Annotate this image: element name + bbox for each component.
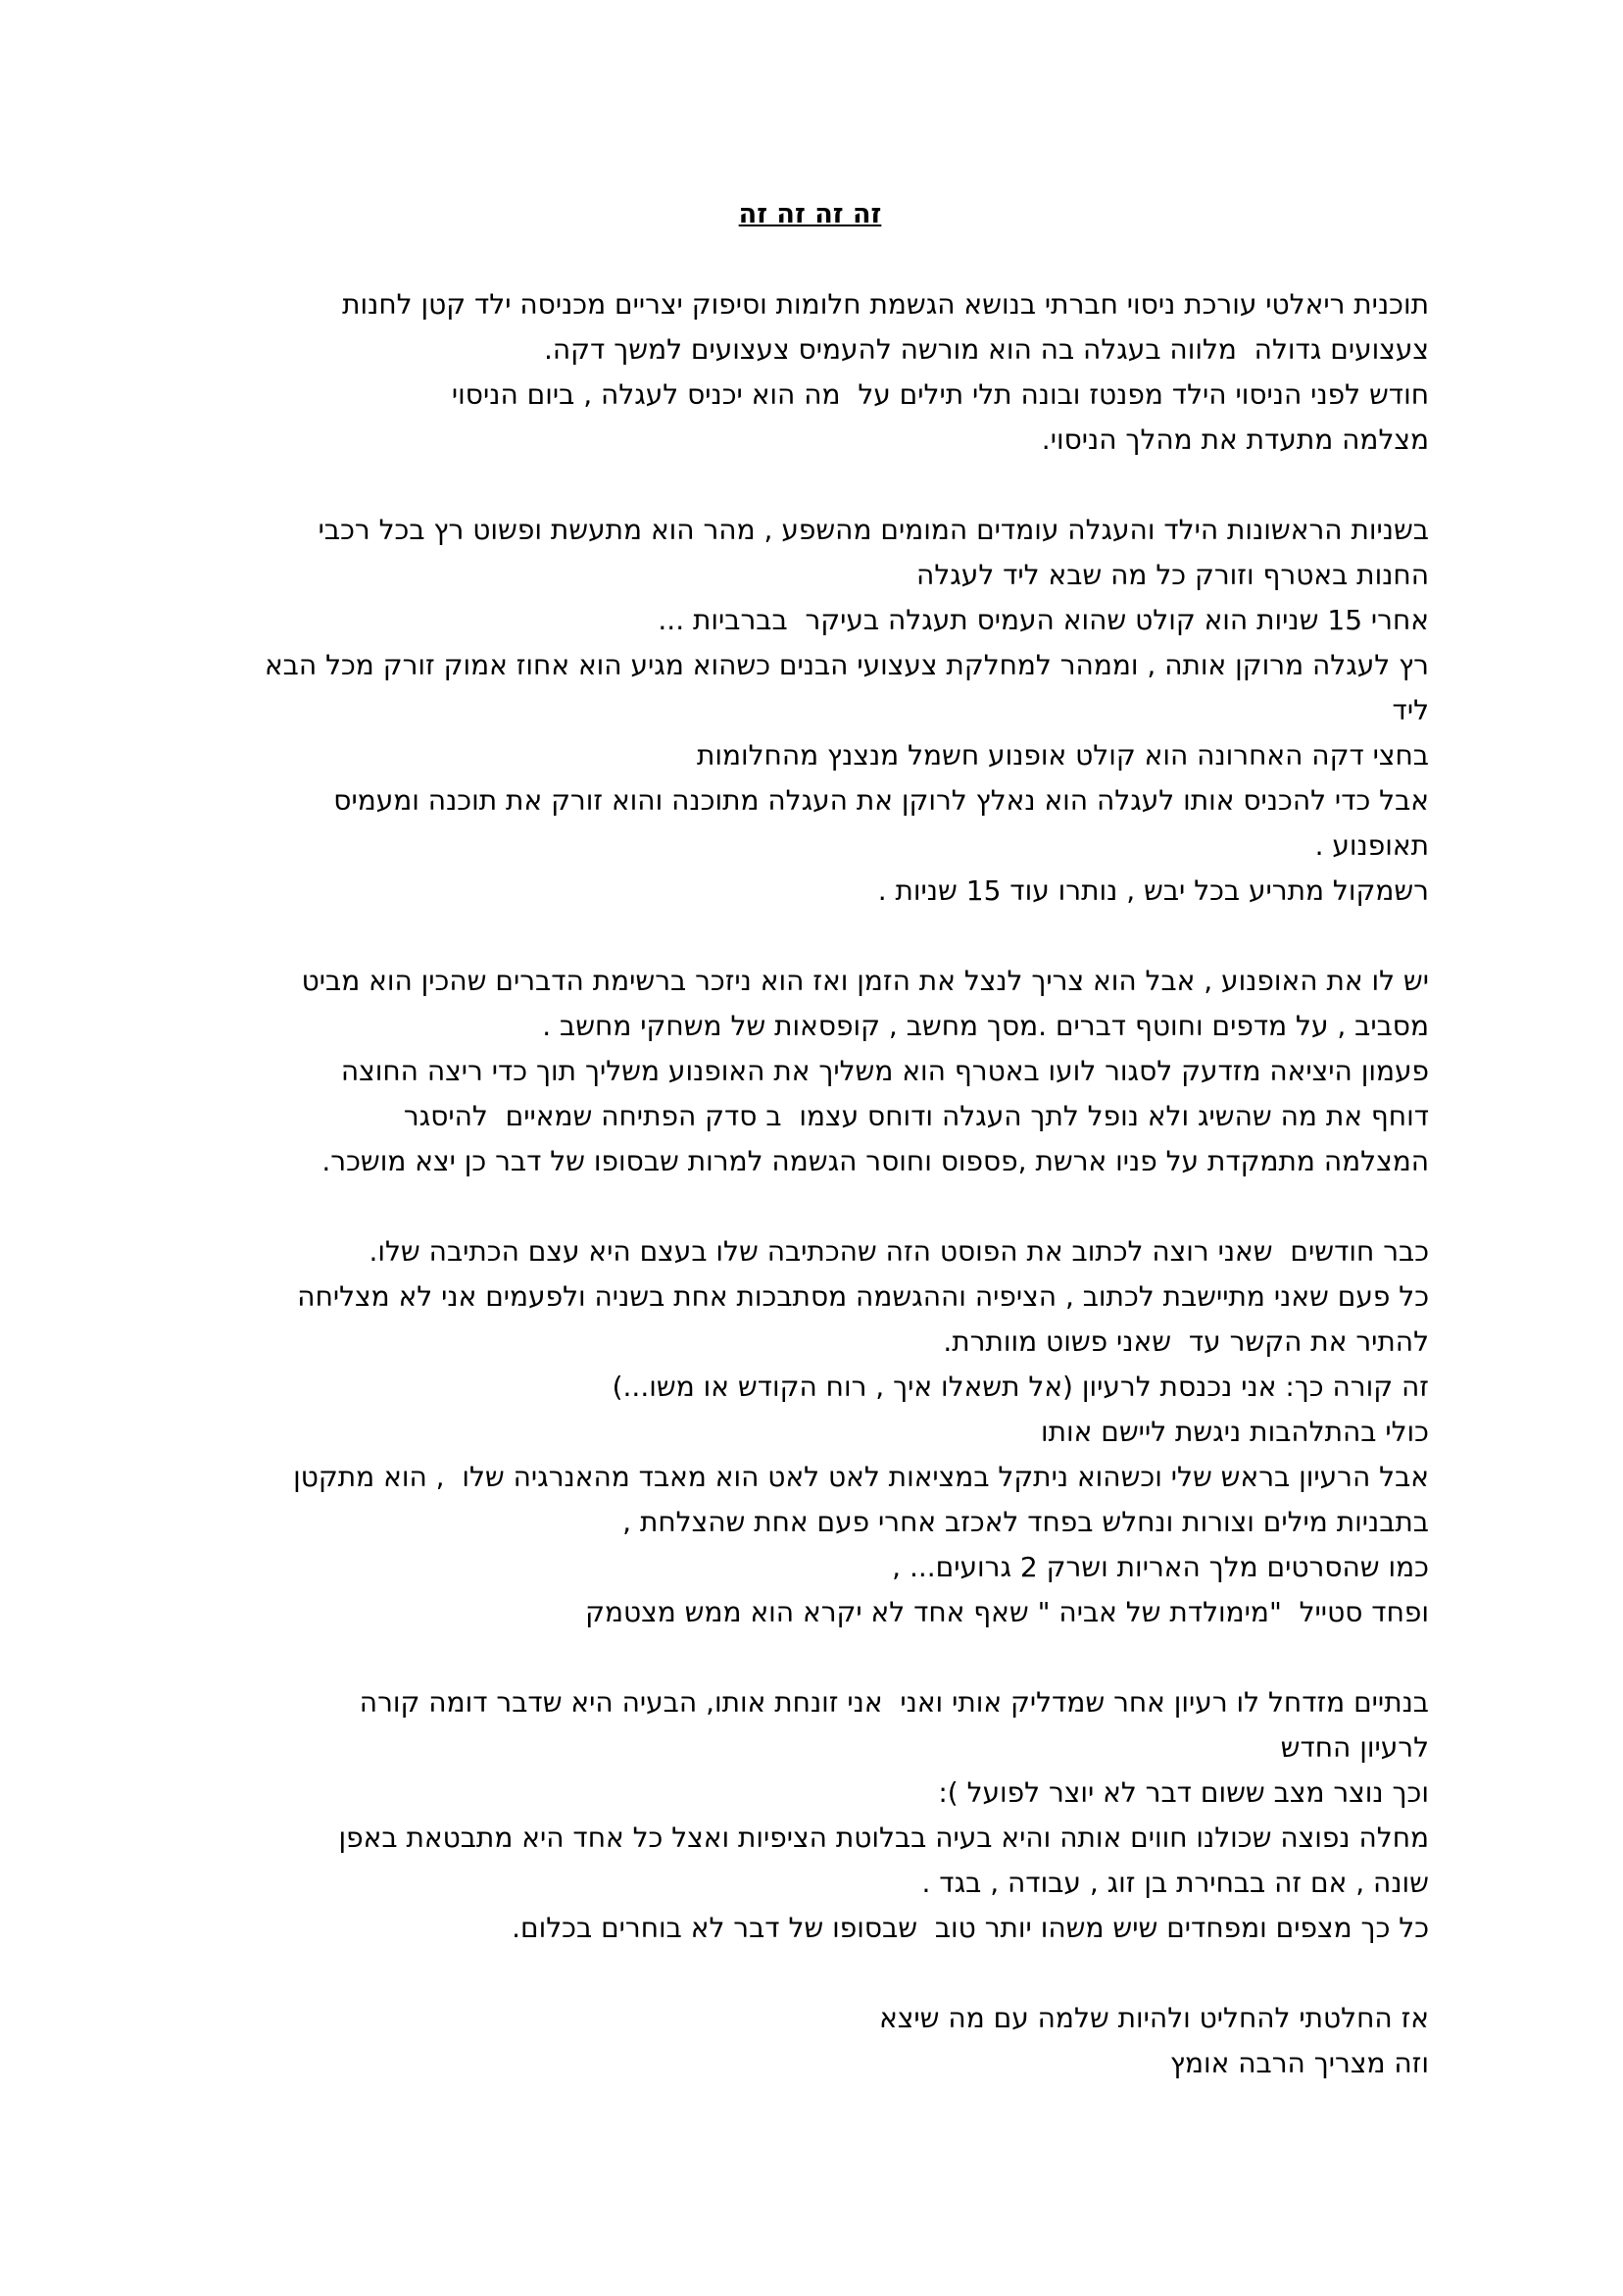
text-line: מסביב , על מדפים וחוטף דברים .מסך מחשב , קופסאות של משחקי מחשב . <box>542 1010 1429 1042</box>
text-line: פעמון היציאה מזדעק לסגור לועו באטרף הוא משליך את האופנוע משליך תוך כדי ריצה החוצה <box>340 1055 1429 1087</box>
text-line: וזה מצריך הרבה אומץ <box>1169 2047 1429 2079</box>
paragraph <box>191 1229 1429 1635</box>
text-line: כולי בהתלהבות ניגשת ליישם אותו <box>1040 1416 1429 1448</box>
paragraph <box>191 1996 1429 2086</box>
paragraph <box>191 282 1429 463</box>
text-line: כמו שהסרטים מלך האריות ושרק 2 גרועים... , <box>892 1551 1429 1583</box>
text-line: בתבניות מילים וצורות ונחלש בפחד לאכזב אחרי פעם אחת שהצלחת , <box>622 1506 1429 1538</box>
text-line: כל כך מצפים ומפחדים שיש משהו יותר טוב שבסופו של דבר לא בוחרים בכלום. <box>512 1912 1429 1944</box>
text-line: אחרי 15 שניות הוא קולט שהוא העמיס תעגלה בעיקר בברביות ... <box>658 604 1429 636</box>
text-line: וכך נוצר מצב ששום דבר לא יוצר לפועל ): <box>938 1776 1429 1809</box>
text-line: החנות באטרף וזורק כל מה שבא ליד לעגלה <box>916 559 1429 591</box>
text-line: תוכנית ריאלטי עורכת ניסוי חברתי בנושא הגשמת חלומות וסיפוק יצריים מכניסה ילד קטן לחנות <box>342 288 1429 321</box>
document-body <box>191 282 1429 2086</box>
text-line: להתיר את הקשר עד שאני פשוט מוותרת. <box>943 1325 1429 1358</box>
text-line: אבל כדי להכניס אותו לעגלה הוא נאלץ לרוקן את העגלה מתוכנה והוא זורק את תוכנה ומעמיס <box>333 784 1429 817</box>
text-line: יש לו את האופנוע , אבל הוא צריך לנצל את הזמן ואז הוא ניזכר ברשימת הדברים שהכין הוא מביט <box>301 965 1429 997</box>
text-line: בחצי דקה האחרונה הוא קולט אופנוע חשמל מנצנץ מהחלומות <box>696 739 1429 772</box>
text-line: אז החלטתי להחליט ולהיות שלמה עם מה שיצא <box>879 2002 1429 2034</box>
text-line: מחלה נפוצה שכולנו חווים אותה והיא בעיה בבלוטת הציפיות ואצל כל אחד היא מתבטאת באפן <box>338 1822 1429 1854</box>
text-line: צעצועים גדולה מלווה בעגלה בה הוא מורשה להעמיס צעצועים למשך דקה. <box>543 333 1429 366</box>
text-line: מצלמה מתעדת את מהלך הניסוי. <box>1041 424 1429 456</box>
text-line: כל פעם שאני מתיישבת לכתוב , הציפיה וההגשמה מסתבכות אחת בשניה ולפעמים אני לא מצליחה <box>297 1280 1429 1313</box>
text-line: ופחד סטייל "מימולדת של אביה " שאף אחד לא יקרא הוא ממש מצטמק <box>585 1596 1429 1628</box>
text-line: המצלמה מתמקדת על פניו ארשת ,פספוס וחוסר הגשמה למרות שבסופו של דבר כן יצא מושכר. <box>321 1145 1429 1177</box>
text-line: שונה , אם זה בבחירת בן זוג , עבודה , בגד . <box>921 1867 1429 1899</box>
text-line: בנתיים מזדחל לו רעיון אחר שמדליק אותי ואני אני זונחת אותו, הבעיה היא שדבר דומה קורה <box>359 1686 1429 1719</box>
text-line: תאופנוע . <box>1314 829 1429 862</box>
text-line: דוחף את מה שהשיג ולא נופל לתך העגלה ודוחס עצמו ב סדק הפתיחה שמאיים להיסגר <box>403 1100 1429 1132</box>
text-line: ליד <box>1392 694 1429 726</box>
text-line: רשמקול מתריע בכל יבש , נותרו עוד 15 שניות . <box>877 874 1429 907</box>
paragraph <box>191 1680 1429 1951</box>
text-line: רץ לעגלה מרוקן אותה , וממהר למחלקת צעצועי הבנים כשהוא מגיע הוא אחוז אמוק זורק מכל הבא <box>264 649 1429 681</box>
text-line: כבר חודשים שאני רוצה לכתוב את הפוסט הזה שהכתיבה שלו בעצם היא עצם הכתיבה שלו. <box>369 1235 1429 1268</box>
page-title: זה זה זה זה <box>738 199 882 229</box>
text-line: אבל הרעיון בראש שלי וכשהוא ניתקל במציאות לאט לאט הוא מאבד מהאנרגיה שלו , הוא מתקטן <box>293 1461 1429 1493</box>
text-line: חודש לפני הניסוי הילד מפנטז ובונה תלי תילים על מה הוא יכניס לעגלה , ביום הניסוי <box>451 378 1429 411</box>
paragraph <box>191 959 1429 1184</box>
text-line: לרעיון החדש <box>1280 1731 1429 1764</box>
text-line: בשניות הראשונות הילד והעגלה עומדים המומים מהשפע , מהר הוא מתעשת ופשוט רץ בכל רכבי <box>318 514 1429 546</box>
text-line: זה קורה כך: אני נכנסת לרעיון (אל תשאלו איך , רוח הקודש או משו...) <box>612 1371 1429 1403</box>
paragraph <box>191 508 1429 914</box>
